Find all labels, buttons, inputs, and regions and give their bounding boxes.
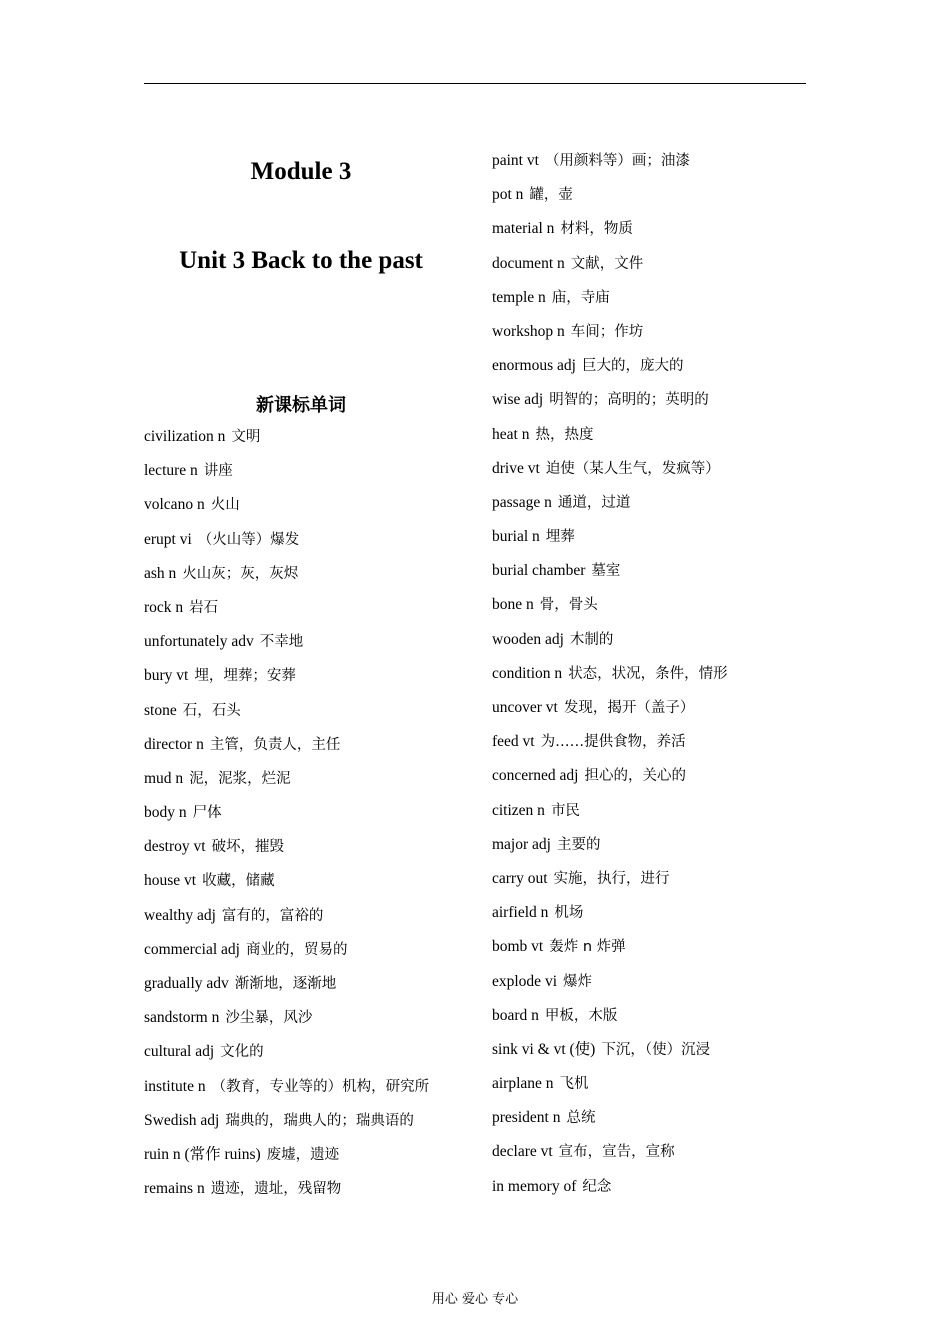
vocab-meaning: 市民 (550, 802, 580, 819)
vocab-entry (144, 973, 429, 1007)
vocab-meaning: （用颜料等）画；油漆 (544, 153, 690, 169)
vocab-word: concerned adj (492, 767, 579, 785)
vocab-entry (492, 629, 728, 663)
vocab-entry (492, 1141, 728, 1175)
vocab-entry (144, 1041, 429, 1075)
vocab-word: sink vi & vt (使) (492, 1040, 596, 1058)
vocab-meaning: 木制的 (569, 631, 614, 648)
vocab-word: document n (492, 254, 565, 272)
vocab-meaning: 明智的；高明的；英明的 (549, 392, 709, 409)
vocab-word: gradually adv (144, 975, 229, 992)
vocab-word: enormous adj (492, 357, 576, 375)
vocab-meaning: 泥，泥浆，烂泥 (189, 770, 291, 787)
vocab-word: stone (144, 701, 177, 719)
vocab-entry (492, 936, 728, 970)
vocab-word: rock n (144, 598, 184, 616)
vocab-meaning: 实施，执行，进行 (553, 870, 670, 887)
page-footer: 用心 爱心 专心 (431, 1292, 519, 1307)
vocab-word: mud n (144, 769, 184, 787)
vocab-meaning: 庙，寺庙 (551, 289, 610, 306)
vocab-meaning: 宣布，宣告，宣称 (558, 1144, 675, 1161)
vocab-word: civilization n (144, 428, 226, 445)
vocab-meaning: 埋，埋葬；安葬 (194, 668, 296, 685)
vocab-entry (144, 460, 429, 494)
vocab-word: feed vt (492, 733, 535, 751)
vocab-word: condition n (492, 664, 563, 682)
vocab-meaning: 为……提供食物，养活 (540, 734, 686, 751)
vocab-entry (492, 184, 728, 218)
vocab-word: erupt vi (144, 530, 192, 548)
vocab-meaning: 遗迹，遗址，残留物 (210, 1181, 342, 1198)
vocab-word: bone n (492, 596, 534, 614)
vocab-entry (144, 1007, 429, 1041)
vocab-entry (492, 800, 728, 834)
vocab-word: cultural adj (144, 1043, 215, 1061)
vocab-meaning: 瑞典的，瑞典人的；瑞典语的 (225, 1112, 414, 1129)
vocab-entry (492, 971, 728, 1005)
vocab-meaning: 爆炸 (563, 973, 592, 990)
vocab-entry (144, 939, 429, 973)
vocab-entry (144, 563, 429, 597)
vocab-word: commercial adj (144, 940, 240, 958)
vocab-meaning: 尸体 (192, 805, 222, 822)
vocab-word: drive vt (492, 459, 540, 477)
vocab-entry (492, 868, 728, 902)
vocab-word: wealthy adj (144, 906, 216, 924)
vocab-meaning: 甲板，木版 (544, 1007, 618, 1024)
vocab-meaning: 讲座 (203, 463, 233, 480)
vocab-word: paint vt (492, 152, 539, 169)
vocab-entry (144, 529, 429, 563)
vocab-meaning: 埋葬 (545, 529, 575, 546)
vocab-entry (492, 253, 728, 287)
vocab-word: lecture n (144, 462, 198, 480)
vocab-meaning: 墓室 (591, 563, 621, 580)
vocab-entry (492, 697, 728, 731)
vocab-entry (492, 834, 728, 868)
vocab-entry (144, 802, 429, 836)
vocab-word: temple n (492, 288, 546, 306)
vocab-meaning: 材料，物质 (560, 221, 633, 238)
vocab-entry (144, 700, 429, 734)
vocab-meaning: 废墟，遗迹 (266, 1146, 340, 1163)
vocab-word: volcano n (144, 496, 205, 514)
vocab-entry (144, 494, 429, 528)
vocab-word: airplane n (492, 1075, 554, 1093)
vocab-entry (492, 355, 728, 389)
vocab-entry (492, 1005, 728, 1039)
vocab-meaning: 破坏，摧毁 (211, 839, 285, 856)
top-rule (144, 83, 806, 84)
vocab-entry (144, 836, 429, 870)
vocab-meaning: 火山灰；灰，灰烬 (182, 565, 299, 582)
vocab-entry (144, 1178, 429, 1212)
vocab-entry (144, 768, 429, 802)
vocab-word: uncover vt (492, 699, 558, 716)
vocab-meaning: 总统 (566, 1110, 596, 1127)
vocab-meaning: 巨大的，庞大的 (581, 358, 684, 375)
vocab-word: bury vt (144, 667, 189, 685)
vocab-meaning: 罐，壶 (529, 187, 573, 204)
vocab-entry (492, 458, 728, 492)
vocab-word: explode vi (492, 972, 557, 990)
vocab-word: carry out (492, 869, 548, 887)
vocab-meaning: 不幸地 (259, 634, 304, 651)
vocab-entry (492, 594, 728, 628)
vocab-word: body n (144, 804, 187, 822)
vocab-entry (144, 597, 429, 631)
vocab-entry (492, 218, 728, 252)
vocab-meaning: 主要的 (556, 836, 601, 853)
vocab-entry (144, 1076, 429, 1110)
vocab-word: director n (144, 735, 204, 753)
unit-title: Unit 3 Back to the past (179, 247, 423, 274)
vocab-word: pot n (492, 186, 524, 204)
vocab-entry (492, 1107, 728, 1141)
vocab-word: major adj (492, 835, 551, 853)
vocab-entry (492, 150, 728, 184)
vocab-word: wise adj (492, 391, 544, 409)
vocab-word: citizen n (492, 801, 545, 819)
vocab-word: remains n (144, 1180, 205, 1198)
vocab-meaning: 通道，过道 (557, 494, 631, 511)
vocab-entry (144, 1144, 429, 1178)
vocab-meaning: 岩石 (189, 599, 219, 616)
vocab-entry (144, 734, 429, 768)
vocab-word: in memory of (492, 1177, 577, 1195)
vocab-word: president n (492, 1109, 561, 1127)
vocab-word: material n (492, 220, 555, 238)
vocab-entry (144, 1110, 429, 1144)
vocab-entry (144, 426, 429, 460)
vocab-meaning: 轰炸 n 炸弹 (549, 939, 626, 956)
vocab-word: unfortunately adv (144, 633, 254, 651)
vocab-word: burial n (492, 528, 540, 546)
left-vocab-list (144, 426, 429, 1212)
section-title: 新课标单词 (256, 395, 346, 416)
vocab-meaning: 状态，状况，条件，情形 (568, 665, 728, 682)
vocab-meaning: 主管，负责人，主任 (209, 736, 341, 753)
right-vocab-list (492, 150, 728, 1210)
vocab-meaning: 担心的，关心的 (584, 768, 686, 785)
vocab-word: declare vt (492, 1143, 553, 1161)
vocab-word: destroy vt (144, 838, 206, 856)
vocab-meaning: 收藏，储藏 (202, 873, 275, 890)
vocab-entry (492, 389, 728, 423)
module-title: Module 3 (250, 158, 352, 185)
vocab-word: airfield n (492, 904, 549, 922)
vocab-word: house vt (144, 872, 197, 890)
vocab-meaning: 文明 (231, 429, 261, 445)
vocab-entry (492, 321, 728, 355)
vocab-meaning: 迫使（某人生气，发疯等） (545, 460, 720, 477)
vocab-entry (492, 765, 728, 799)
vocab-word: burial chamber (492, 562, 586, 580)
vocab-word: Swedish adj (144, 1111, 220, 1129)
vocab-meaning: 火山 (210, 497, 240, 514)
vocab-entry (144, 665, 429, 699)
vocab-word: heat n (492, 425, 530, 443)
vocab-entry (144, 870, 429, 904)
vocab-word: workshop n (492, 322, 565, 340)
vocab-entry (492, 663, 728, 697)
vocab-meaning: （火山等）爆发 (197, 531, 300, 548)
vocab-meaning: （教育，专业等的）机构，研究所 (211, 1078, 430, 1095)
vocab-entry (492, 1073, 728, 1107)
vocab-meaning: 飞机 (559, 1076, 589, 1093)
vocab-entry (492, 526, 728, 560)
vocab-meaning: 沙尘暴，风沙 (225, 1010, 313, 1027)
vocab-word: bomb vt (492, 938, 544, 956)
vocab-entry (492, 560, 728, 594)
vocab-meaning: 渐渐地，逐渐地 (234, 976, 337, 992)
vocab-entry (492, 424, 728, 458)
vocab-meaning: 机场 (554, 905, 584, 922)
vocab-entry (492, 287, 728, 321)
vocab-word: ash n (144, 564, 177, 582)
vocab-meaning: 纪念 (582, 1178, 612, 1195)
vocab-word: passage n (492, 493, 552, 511)
vocab-meaning: 下沉，（使）沉浸 (601, 1041, 711, 1058)
vocab-meaning: 车间；作坊 (570, 323, 644, 340)
vocab-meaning: 发现，揭开（盖子） (563, 700, 695, 716)
vocab-word: ruin n (常作 ruins) (144, 1145, 261, 1163)
vocab-entry (492, 492, 728, 526)
vocab-entry (144, 905, 429, 939)
vocab-word: wooden adj (492, 630, 564, 648)
vocab-entry (492, 1039, 728, 1073)
vocab-meaning: 石，石头 (182, 702, 241, 719)
vocab-word: board n (492, 1006, 539, 1024)
vocab-meaning: 商业的，贸易的 (245, 941, 348, 958)
vocab-meaning: 热，热度 (535, 426, 594, 443)
vocab-word: sandstorm n (144, 1009, 220, 1027)
vocab-meaning: 骨，骨头 (539, 597, 598, 614)
vocab-entry (492, 902, 728, 936)
vocab-meaning: 文献，文件 (570, 255, 644, 272)
vocab-entry (144, 631, 429, 665)
vocab-meaning: 富有的，富裕的 (221, 907, 324, 924)
vocab-word: institute n (144, 1077, 206, 1095)
vocab-entry (492, 1176, 728, 1210)
vocab-meaning: 文化的 (220, 1044, 264, 1061)
vocab-entry (492, 731, 728, 765)
